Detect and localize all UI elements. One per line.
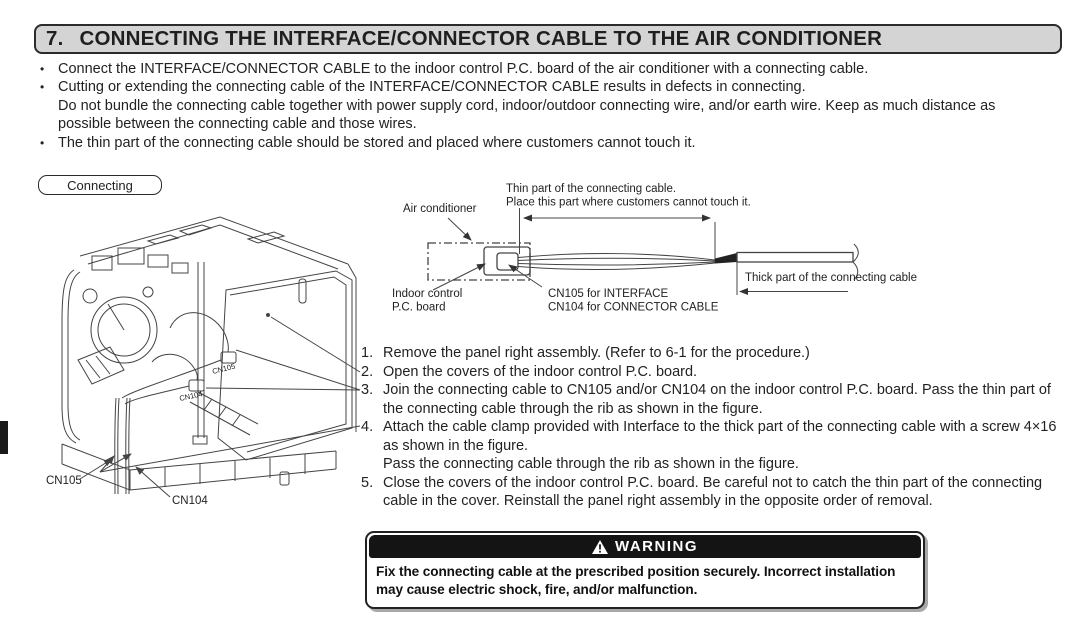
indoor-control-line1: Indoor control xyxy=(392,288,463,300)
cn105-bottom-label: CN105 xyxy=(46,475,82,487)
unit-roof-edge xyxy=(80,217,348,264)
warning-box xyxy=(365,531,925,609)
intro-bullet-1-text: Connect the INTERFACE/CONNECTOR CABLE to the indoor control P.C. board of the air conditioner with a connecting cable. xyxy=(58,61,869,77)
step-5 xyxy=(361,474,1063,511)
thin-note-line1: Thin part of the connecting cable. xyxy=(506,183,677,195)
intro-bullet-2 xyxy=(38,78,1018,133)
step-1-text: Remove the panel right assembly. (Refer to 6-1 for the procedure.) xyxy=(383,345,810,361)
procedure-steps xyxy=(361,344,1063,511)
leader-to-step-3 xyxy=(236,350,360,390)
section-number: 7. xyxy=(46,27,64,50)
leader-to-step-2 xyxy=(271,317,360,372)
step-3-number: 3. xyxy=(361,382,374,398)
cn104-board-label: CN104 xyxy=(178,389,204,403)
step-1-number: 1. xyxy=(361,345,374,361)
intro-notes xyxy=(38,60,1018,152)
cable-taper xyxy=(715,253,737,264)
intro-bullet-2-continuation: Do not bundle the connecting cable together with power supply cord, indoor/outdoor connecting wire, and/or earth wire. Keep as much distance as possible between the connecting cable and those wires. xyxy=(58,97,996,133)
air-conditioner-label: Air conditioner xyxy=(403,203,477,215)
step-2-text: Open the covers of the indoor control P.C. board. xyxy=(383,363,698,380)
warning-body xyxy=(369,558,921,605)
panel-callout-dot xyxy=(266,313,270,317)
page-edge-tab xyxy=(0,421,8,454)
step-4-text xyxy=(383,418,1063,474)
thin-note-line2: Place this part where customers cannot touch it. xyxy=(506,196,751,209)
intro-bullet-3-text: The thin part of the connecting cable should be stored and placed where customers cannot touch it. xyxy=(58,134,696,151)
section-title: CONNECTING THE INTERFACE/CONNECTOR CABLE TO THE AIR CONDITIONER xyxy=(79,27,883,50)
connecting-tag: Connecting xyxy=(38,175,162,195)
step-4-text-extra: Pass the connecting cable through the rib as shown in the figure. xyxy=(383,456,799,472)
indoor-unit-figure xyxy=(30,200,365,512)
step-4-text-main: Attach the cable clamp provided with Interface to the thick part of the connecting cable with a screw 4×16 as shown in the figure. xyxy=(383,419,1057,454)
warning-title: WARNING xyxy=(615,538,698,555)
intro-bullet-2-text: Cutting or extending the connecting cable of the INTERFACE/CONNECTOR CABLE results in defects in connecting. xyxy=(58,79,806,96)
warning-triangle-icon xyxy=(592,540,608,554)
warning-body-line1: Fix the connecting cable at the prescribed position securely. Incorrect installation xyxy=(376,564,896,579)
indoor-control-line2: P.C. board xyxy=(392,301,446,314)
thick-cable-label: Thick part of the connecting cable xyxy=(745,272,917,284)
cn-note-line2: CN104 for CONNECTOR CABLE xyxy=(548,301,719,314)
pcb-outline xyxy=(484,247,530,275)
warning-body-line2: may cause electric shock, fire, and/or malfunction. xyxy=(376,581,698,597)
thick-cable xyxy=(737,253,853,263)
bullet-icon: • xyxy=(40,80,45,95)
bullet-icon: • xyxy=(40,135,45,150)
cn105-board-label: CN105 xyxy=(211,361,237,376)
leader-to-step-3b xyxy=(206,388,360,390)
section-title-bar xyxy=(34,24,1062,54)
step-1 xyxy=(361,344,1063,363)
step-3-text: Join the connecting cable to CN105 and/or CN104 on the indoor control P.C. board. Pass the thin part of the connecting cable through the rib as shown in the figure. xyxy=(383,382,1051,417)
bullet-icon: • xyxy=(40,62,45,76)
step-5-text: Close the covers of the indoor control P.C. board. Be careful not to catch the thin part of the connecting cable in the cover. Reinstall the panel right assembly in the opposite order of removal. xyxy=(383,474,1043,509)
step-2-number: 2. xyxy=(361,363,374,380)
step-4-number: 4. xyxy=(361,419,374,435)
leader-to-step-4 xyxy=(100,426,360,472)
intro-bullet-3 xyxy=(38,134,1018,152)
cn-note-line1: CN105 for INTERFACE xyxy=(548,288,669,300)
cn104-bottom-label: CN104 xyxy=(172,495,208,507)
cable-figure xyxy=(388,178,938,320)
intro-bullet-1 xyxy=(38,60,1018,78)
step-5-number: 5. xyxy=(361,474,374,491)
step-3 xyxy=(361,381,1063,418)
connector-outline xyxy=(497,253,518,270)
warning-header xyxy=(369,535,921,558)
step-4 xyxy=(361,418,1063,474)
step-2 xyxy=(361,363,1063,382)
